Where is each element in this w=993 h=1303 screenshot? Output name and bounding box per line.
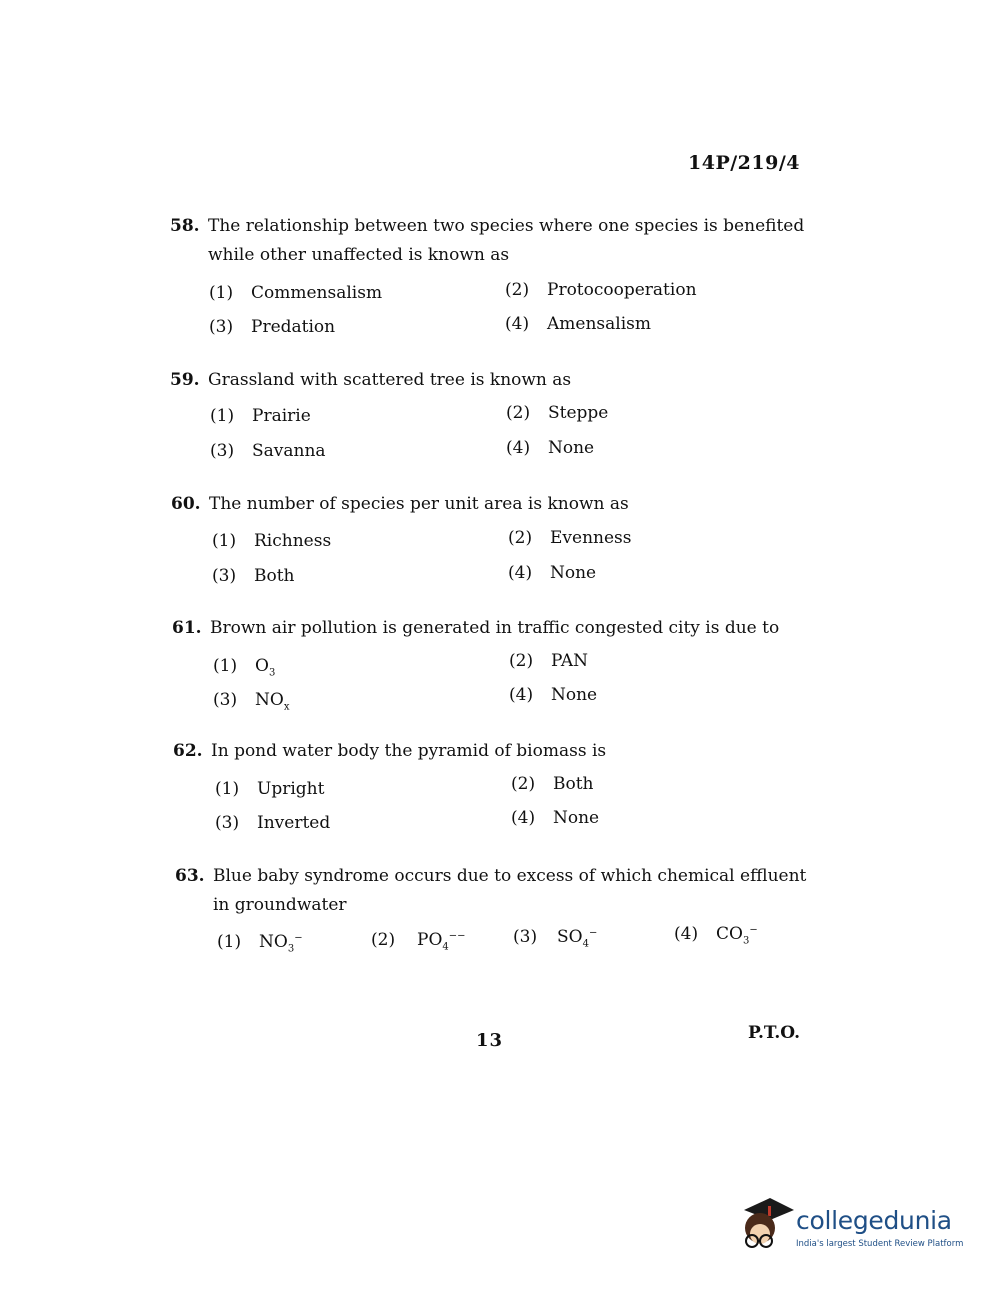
- question-text-cont: while other unaffected is known as: [208, 245, 510, 265]
- option: (2) $PO_4^{--}$: [371, 930, 466, 953]
- option: (4) $CO_3^-$: [674, 924, 758, 947]
- question-62: [173, 741, 813, 770]
- question-63: [175, 866, 815, 915]
- option: (3) $NO_x$: [213, 690, 290, 713]
- option: (1) Richness: [212, 531, 332, 551]
- collegedunia-logo: [736, 1196, 966, 1258]
- option: (2) Both: [511, 774, 594, 794]
- option: (2) Protocooperation: [505, 280, 697, 300]
- question-text-cont: in groundwater: [213, 895, 347, 915]
- option: (1) $NO_3^-$: [217, 932, 303, 955]
- option: (4) None: [508, 563, 597, 583]
- option: (4) None: [506, 438, 595, 458]
- brand-name: collegedunia: [796, 1206, 952, 1235]
- question-number: 60.: [171, 494, 201, 514]
- question-text: Grassland with scattered tree is known as: [208, 370, 572, 390]
- option: (3) Inverted: [215, 813, 331, 833]
- paper-code: 14P/219/4: [688, 152, 800, 174]
- option: (2) PAN: [509, 651, 589, 671]
- question-number: 62.: [173, 741, 203, 761]
- question-text: The number of species per unit area is known as: [209, 494, 629, 514]
- question-number: 59.: [170, 370, 200, 390]
- option: (1) Prairie: [210, 406, 311, 426]
- question-text: In pond water body the pyramid of biomass is: [211, 741, 607, 761]
- page-number: 13: [476, 1030, 504, 1051]
- question-number: 63.: [175, 866, 205, 886]
- question-58: [170, 216, 810, 265]
- question-61: [172, 618, 812, 647]
- option: (4) None: [511, 808, 600, 828]
- option: (3) Both: [212, 566, 295, 586]
- question-59: [170, 370, 810, 399]
- option: (1) Commensalism: [209, 283, 383, 303]
- option: (4) None: [509, 685, 598, 705]
- mascot-icon: [736, 1196, 794, 1256]
- option: (1) Upright: [215, 779, 325, 799]
- question-number: 61.: [172, 618, 202, 638]
- option: (2) Evenness: [508, 528, 632, 548]
- question-text: Brown air pollution is generated in traffic congested city is due to: [210, 618, 780, 638]
- question-text: Blue baby syndrome occurs due to excess of which chemical effluent: [213, 866, 807, 886]
- option: (3) $SO_4^-$: [513, 927, 598, 950]
- option: (1) $O_3$: [213, 656, 276, 679]
- pto-label: P.T.O.: [748, 1023, 800, 1043]
- question-60: [171, 494, 811, 523]
- option: (3) Predation: [209, 317, 336, 337]
- brand-tagline: India's largest Student Review Platform: [796, 1239, 964, 1249]
- question-text: The relationship between two species where one species is benefited: [208, 216, 805, 236]
- option: (4) Amensalism: [505, 314, 651, 334]
- question-number: 58.: [170, 216, 200, 236]
- option: (3) Savanna: [210, 441, 326, 461]
- option: (2) Steppe: [506, 403, 609, 423]
